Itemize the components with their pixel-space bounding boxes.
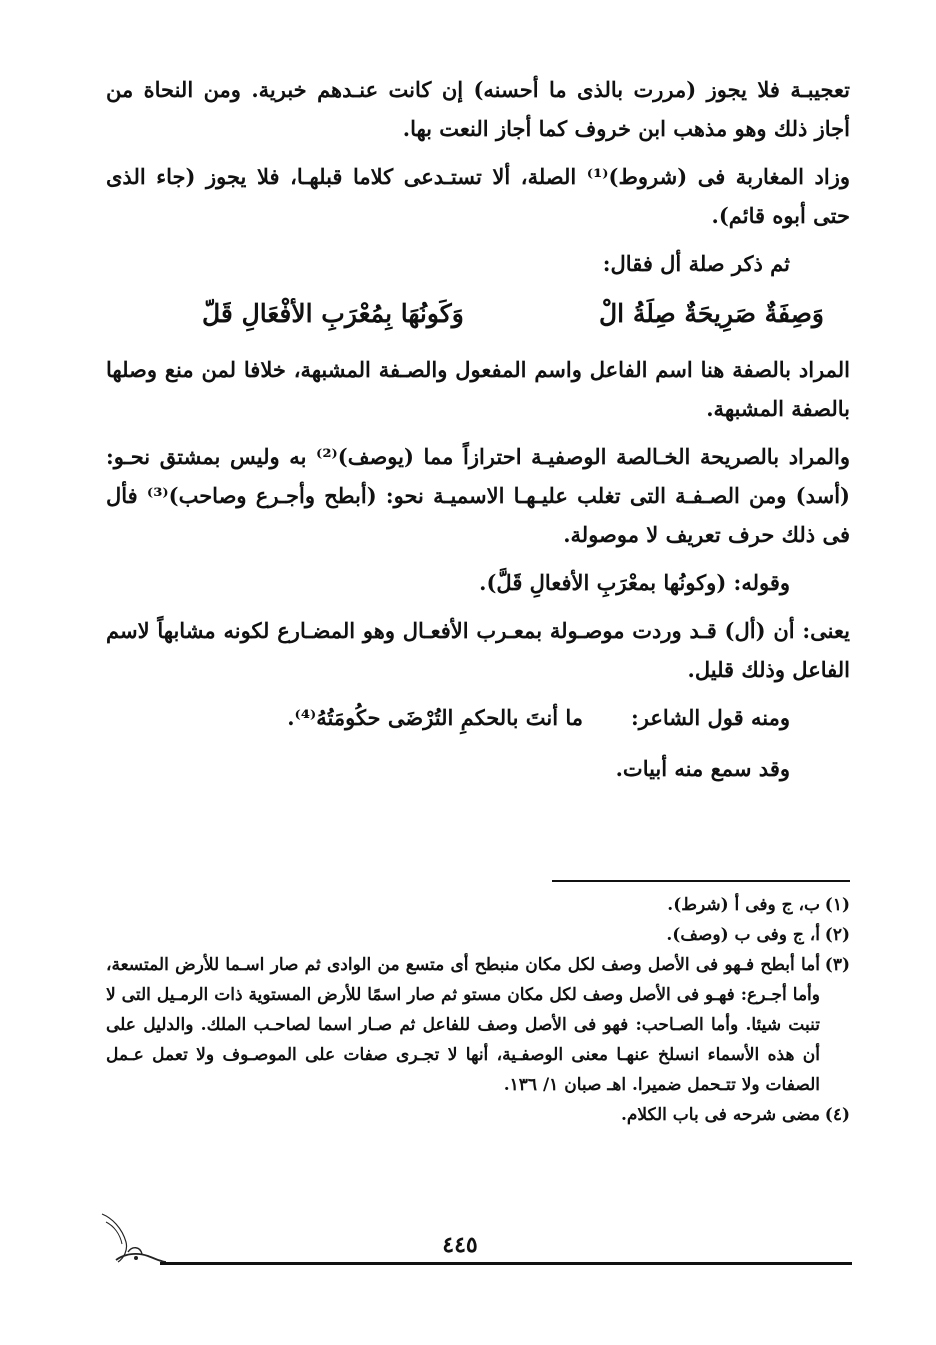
footnote-4 — [106, 1100, 850, 1130]
paragraph-1: تعجيبـة فلا يجوز (مررت بالذى ما أحسنه) إن كانت عنـدهم خبرية. ومن النحاة من أجاز ذلك وهو مذهب ابن خروف كما أجاز النعت بها. — [106, 77, 850, 141]
footnote-1 — [106, 890, 850, 920]
footnote-separator — [552, 880, 850, 882]
page-number: ٤٤٥ — [442, 1232, 478, 1258]
paragraph-2: وزاد المغاربة فى (شروط)⁽¹⁾ الصلة، ألا تستـدعى كلاما قبلهـا، فلا يجوز (جاء الذى حتى أبوه قائم). — [106, 164, 850, 228]
footnote-text: أ، ج وفى ب (وصف). — [666, 925, 820, 945]
poet-quote — [106, 698, 850, 737]
footnote-text: أما أبطح فـهو فى الأصل وصف لكل مكان منبطح أى متسع من الوادى ثم صار اسـما للأرض المتسعة، وأما أجـرع: فهـو فى الأصل وصف لكل مكان مستو ثم صار اسمًا للأرض المستوية ذات الرمـيل التى لا تنبت شيئا. وأما الصـاحب: فهو فى الأصل وصف للفاعل ثم صـار اسما لصاحـب الملك. والدليل على أن هذه الأسماء انسلخ عنهـا معنى الوصفـية، أنها لا تجـرى صفات على الموصـوف ولا تعمل عـمل الصفات ولا تتـحمل ضميرا. اهـ صبان ١/ ١٣٦. — [106, 955, 820, 1095]
footnote-number: (٣) — [824, 955, 850, 975]
paragraph-3: ثم ذكر صلة أل فقال: — [602, 251, 790, 276]
footnote-number: (٤) — [824, 1105, 850, 1125]
quote-text: ما أنتَ بالحكمِ التُرْضَى حكُومَتُهُ⁽⁴⁾. — [287, 705, 583, 730]
paragraph-6: وقوله: (وكونُها بمعْرَبِ الأفعالِ قَلَّ). — [479, 570, 790, 595]
main-text — [106, 70, 850, 797]
verse-second-hemistich: وَكَونُهَا بِمُعْرَبِ الأفْعَالِ قَلّ — [202, 299, 464, 328]
footnote-text: ب، ج وفى أ (شرط). — [667, 895, 820, 915]
footnote-2 — [106, 920, 850, 950]
footnotes — [106, 890, 850, 1130]
footnote-number: (٢) — [824, 925, 850, 945]
ornament-icon — [98, 1208, 168, 1268]
quote-intro: ومنه قول الشاعر: — [631, 705, 790, 730]
paragraph-7: يعنى: أن (أل) قـد وردت موصـولة بمعـرب الأفعـال وهو المضـارع لكونه مشابهاً لاسم الفاعل وذلك قليل. — [106, 618, 850, 682]
footnote-text: مضى شرحه فى باب الكلام. — [620, 1105, 820, 1125]
paragraph-5: والمراد بالصريحة الخـالصة الوصفيـة احترازاً مما (يوصف)⁽²⁾ به وليس بمشتق نحـو: (أسد) ومن الصـفـة التى تغلب عليـهـا الاسميـة نحو: (أبطح وأجـرع وصاحب)⁽³⁾ فأل فى ذلك حرف تعريف لا موصولة. — [106, 444, 850, 547]
footnote-3 — [106, 950, 850, 1100]
bottom-rule — [160, 1262, 852, 1265]
paragraph-4: المراد بالصفة هنا اسم الفاعل واسم المفعول والصـفة المشبهة، خلافا لمن منع وصلها بالصفة المشبهة. — [106, 357, 850, 421]
poetry-verse — [106, 292, 850, 336]
verse-first-hemistich: وَصِفَةٌ صَرِيحَةٌ صِلَةُ الْ — [599, 299, 824, 328]
closing-line: وقد سمع منه أبيات. — [615, 756, 790, 781]
footnote-number: (١) — [824, 895, 850, 915]
